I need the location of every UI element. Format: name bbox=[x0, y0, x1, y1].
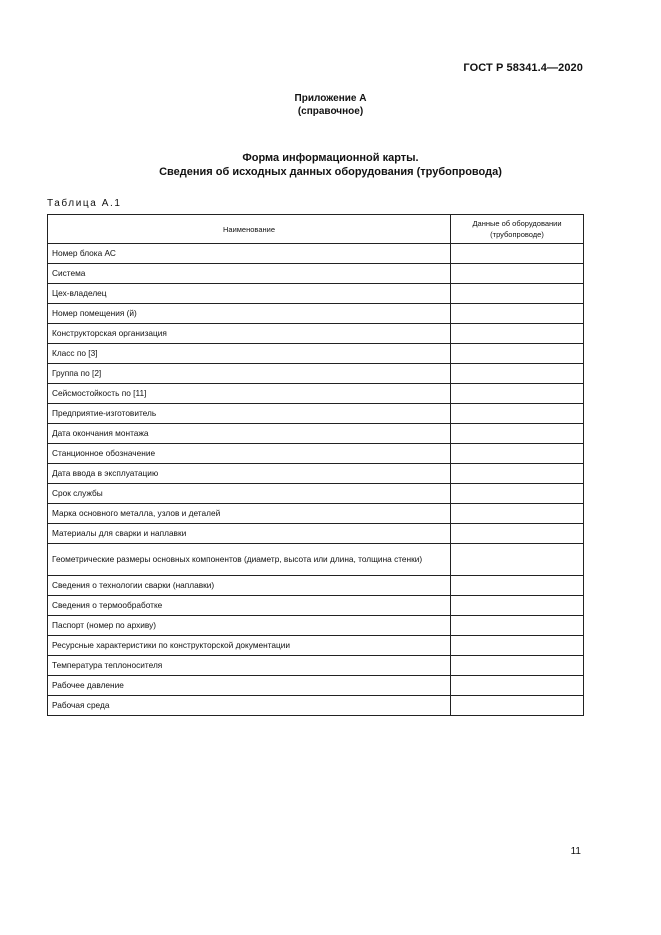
table-row bbox=[48, 524, 584, 544]
row-name-cell: Геометрические размеры основных компонентов (диаметр, высота или длина, толщина стенки) bbox=[48, 544, 451, 576]
row-value-cell[interactable] bbox=[451, 464, 584, 484]
table-row bbox=[48, 304, 584, 324]
table-row bbox=[48, 404, 584, 424]
appendix-heading bbox=[0, 92, 661, 118]
row-value-cell[interactable] bbox=[451, 264, 584, 284]
table-row bbox=[48, 364, 584, 384]
row-name-cell: Материалы для сварки и наплавки bbox=[48, 524, 451, 544]
row-value-cell[interactable] bbox=[451, 304, 584, 324]
table-row bbox=[48, 464, 584, 484]
row-value-cell[interactable] bbox=[451, 244, 584, 264]
table-row bbox=[48, 596, 584, 616]
equipment-data-table bbox=[47, 214, 584, 716]
row-name-cell: Температура теплоносителя bbox=[48, 656, 451, 676]
row-name-cell: Сведения о термообработке bbox=[48, 596, 451, 616]
row-value-cell[interactable] bbox=[451, 404, 584, 424]
row-value-cell[interactable] bbox=[451, 636, 584, 656]
row-name-cell: Рабочая среда bbox=[48, 696, 451, 716]
row-value-cell[interactable] bbox=[451, 344, 584, 364]
row-value-cell[interactable] bbox=[451, 696, 584, 716]
row-name-cell: Паспорт (номер по архиву) bbox=[48, 616, 451, 636]
row-value-cell[interactable] bbox=[451, 324, 584, 344]
row-name-cell: Сведения о технологии сварки (наплавки) bbox=[48, 576, 451, 596]
table-row bbox=[48, 284, 584, 304]
table-row bbox=[48, 636, 584, 656]
table-row bbox=[48, 424, 584, 444]
row-value-cell[interactable] bbox=[451, 576, 584, 596]
row-value-cell[interactable] bbox=[451, 364, 584, 384]
table-row bbox=[48, 696, 584, 716]
form-title bbox=[0, 151, 661, 179]
row-value-cell[interactable] bbox=[451, 544, 584, 576]
table-row bbox=[48, 344, 584, 364]
appendix-title: Приложение А bbox=[294, 93, 367, 104]
table-row bbox=[48, 576, 584, 596]
row-value-cell[interactable] bbox=[451, 596, 584, 616]
row-value-cell[interactable] bbox=[451, 616, 584, 636]
standard-code: ГОСТ Р 58341.4—2020 bbox=[463, 62, 583, 74]
row-name-cell: Цех-владелец bbox=[48, 284, 451, 304]
row-name-cell: Сейсмостойкость по [11] bbox=[48, 384, 451, 404]
row-name-cell: Ресурсные характеристики по конструкторской документации bbox=[48, 636, 451, 656]
row-name-cell: Система bbox=[48, 264, 451, 284]
appendix-subtitle: (справочное) bbox=[297, 106, 364, 117]
table-row bbox=[48, 444, 584, 464]
row-value-cell[interactable] bbox=[451, 284, 584, 304]
row-name-cell: Номер помещения (й) bbox=[48, 304, 451, 324]
row-value-cell[interactable] bbox=[451, 656, 584, 676]
table-row bbox=[48, 244, 584, 264]
table-row bbox=[48, 504, 584, 524]
row-value-cell[interactable] bbox=[451, 676, 584, 696]
row-name-cell: Станционное обозначение bbox=[48, 444, 451, 464]
row-value-cell[interactable] bbox=[451, 484, 584, 504]
row-value-cell[interactable] bbox=[451, 424, 584, 444]
row-name-cell: Дата окончания монтажа bbox=[48, 424, 451, 444]
row-name-cell: Номер блока АС bbox=[48, 244, 451, 264]
row-value-cell[interactable] bbox=[451, 524, 584, 544]
row-name-cell: Конструкторская организация bbox=[48, 324, 451, 344]
row-name-cell: Срок службы bbox=[48, 484, 451, 504]
row-value-cell[interactable] bbox=[451, 384, 584, 404]
row-value-cell[interactable] bbox=[451, 504, 584, 524]
row-name-cell: Предприятие-изготовитель bbox=[48, 404, 451, 424]
table-caption: Таблица А.1 bbox=[47, 198, 122, 209]
row-name-cell: Класс по [3] bbox=[48, 344, 451, 364]
table-header-row bbox=[48, 215, 584, 244]
table-body bbox=[48, 244, 584, 716]
table-row bbox=[48, 616, 584, 636]
table-row bbox=[48, 676, 584, 696]
row-name-cell: Дата ввода в эксплуатацию bbox=[48, 464, 451, 484]
form-title-line2: Сведения об исходных данных оборудования (трубопровода) bbox=[159, 166, 502, 178]
table-row bbox=[48, 656, 584, 676]
column-header-name: Наименование bbox=[48, 215, 451, 244]
table-row bbox=[48, 324, 584, 344]
table-row bbox=[48, 484, 584, 504]
table-row bbox=[48, 384, 584, 404]
table-row bbox=[48, 264, 584, 284]
row-name-cell: Группа по [2] bbox=[48, 364, 451, 384]
row-name-cell: Рабочее давление bbox=[48, 676, 451, 696]
row-value-cell[interactable] bbox=[451, 444, 584, 464]
page-number: 11 bbox=[570, 846, 581, 857]
row-name-cell: Марка основного металла, узлов и деталей bbox=[48, 504, 451, 524]
column-header-data: Данные об оборудовании (трубопроводе) bbox=[451, 215, 584, 244]
table-row bbox=[48, 544, 584, 576]
form-title-line1: Форма информационной карты. bbox=[242, 152, 419, 164]
